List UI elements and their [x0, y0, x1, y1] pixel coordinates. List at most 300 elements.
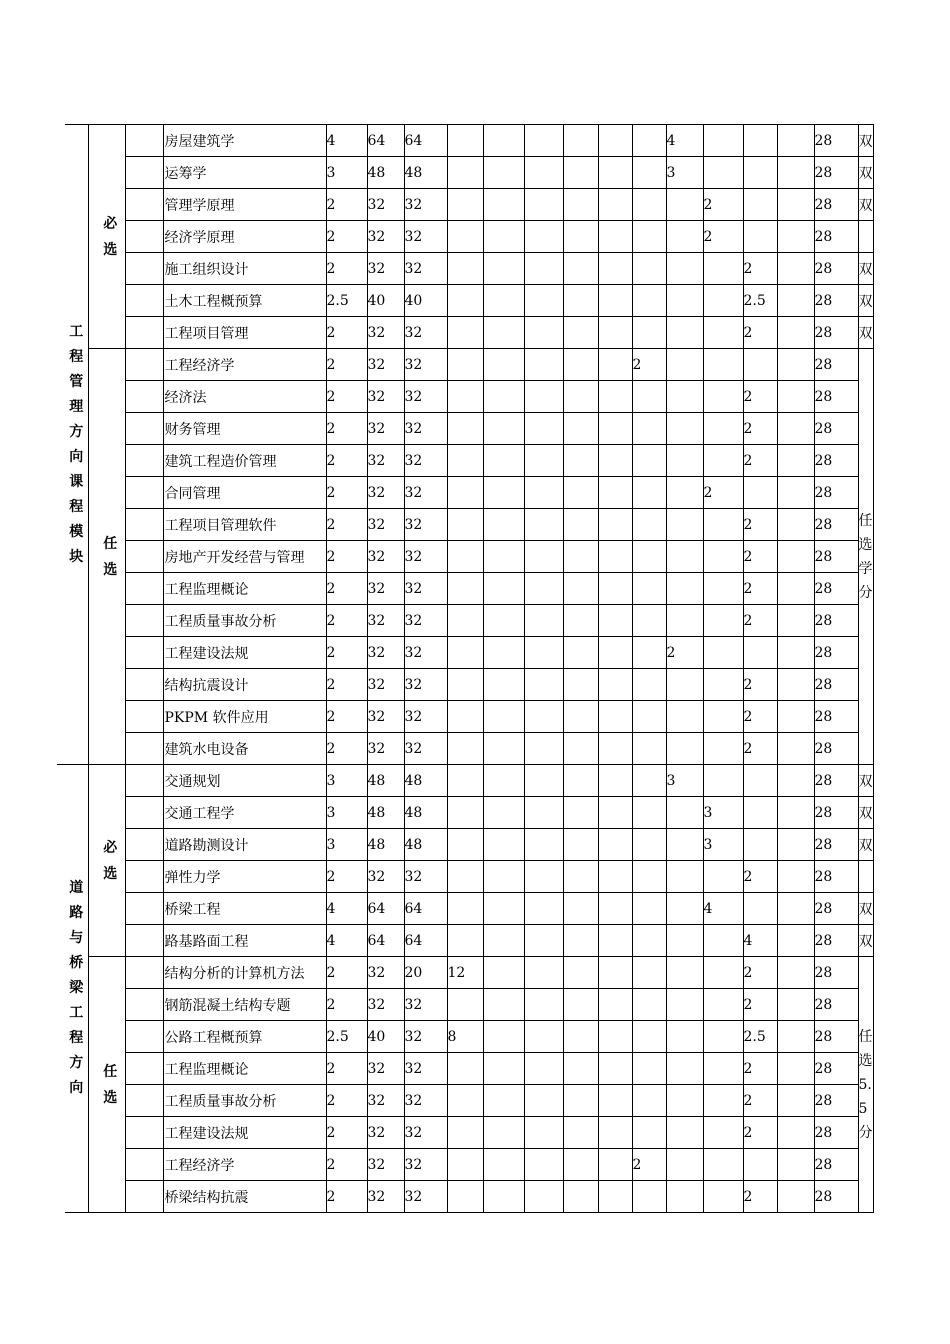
value-cell — [598, 349, 632, 381]
note-cell: 双 — [858, 285, 873, 317]
value-cell: 32 — [367, 189, 404, 221]
value-cell — [777, 477, 814, 509]
value-cell — [632, 925, 666, 957]
value-cell: 3 — [326, 829, 367, 861]
value-cell: 2 — [326, 637, 367, 669]
value-cell: 32 — [367, 1085, 404, 1117]
value-cell: 2 — [326, 413, 367, 445]
value-cell — [483, 605, 524, 637]
table-row — [57, 221, 873, 253]
value-cell — [447, 1149, 483, 1181]
value-cell — [632, 957, 666, 989]
blank-cell — [125, 125, 163, 157]
value-cell — [447, 189, 483, 221]
course-name: 财务管理 — [163, 413, 326, 445]
value-cell: 28 — [814, 701, 858, 733]
value-cell — [703, 445, 743, 477]
value-cell: 4 — [666, 125, 703, 157]
value-cell — [563, 125, 598, 157]
value-cell: 2 — [326, 957, 367, 989]
group-type-text: 必选 — [103, 215, 118, 258]
value-cell — [447, 509, 483, 541]
course-name: 工程项目管理 — [163, 317, 326, 349]
value-cell — [483, 1149, 524, 1181]
blank-cell — [125, 573, 163, 605]
value-cell — [703, 765, 743, 797]
value-cell: 48 — [404, 157, 447, 189]
value-cell — [447, 1085, 483, 1117]
group-type-text: 任选 — [103, 1063, 118, 1106]
value-cell: 32 — [367, 413, 404, 445]
value-cell — [598, 605, 632, 637]
value-cell: 32 — [404, 1149, 447, 1181]
group-note: 任选学分 — [858, 349, 873, 765]
value-cell — [703, 317, 743, 349]
course-name: 钢筋混凝土结构专题 — [163, 989, 326, 1021]
blank-cell — [125, 253, 163, 285]
value-cell: 2 — [326, 221, 367, 253]
value-cell: 2 — [743, 1117, 777, 1149]
value-cell — [524, 701, 563, 733]
value-cell: 28 — [814, 957, 858, 989]
value-cell: 32 — [404, 349, 447, 381]
value-cell: 32 — [404, 733, 447, 765]
note-cell: 双 — [858, 829, 873, 861]
table-row — [57, 445, 873, 477]
value-cell — [632, 381, 666, 413]
value-cell — [666, 189, 703, 221]
value-cell: 4 — [743, 925, 777, 957]
table-row — [57, 1053, 873, 1085]
value-cell: 2 — [743, 573, 777, 605]
value-cell: 2 — [326, 1053, 367, 1085]
course-name: 桥梁结构抗震 — [163, 1181, 326, 1213]
value-cell — [632, 669, 666, 701]
course-name: 运筹学 — [163, 157, 326, 189]
value-cell — [483, 1085, 524, 1117]
value-cell: 48 — [367, 797, 404, 829]
table-row — [57, 285, 873, 317]
value-cell — [483, 541, 524, 573]
value-cell: 28 — [814, 637, 858, 669]
value-cell — [743, 637, 777, 669]
value-cell — [666, 829, 703, 861]
value-cell — [777, 509, 814, 541]
value-cell: 32 — [367, 573, 404, 605]
value-cell — [632, 765, 666, 797]
table-body — [57, 125, 873, 1213]
value-cell: 28 — [814, 765, 858, 797]
blank-cell — [125, 605, 163, 637]
value-cell: 48 — [367, 829, 404, 861]
value-cell — [666, 477, 703, 509]
value-cell: 2 — [743, 317, 777, 349]
value-cell — [632, 637, 666, 669]
value-cell: 3 — [703, 797, 743, 829]
value-cell: 28 — [814, 1117, 858, 1149]
value-cell: 32 — [404, 381, 447, 413]
value-cell — [524, 765, 563, 797]
value-cell — [777, 125, 814, 157]
value-cell: 64 — [404, 893, 447, 925]
value-cell — [632, 573, 666, 605]
value-cell: 48 — [404, 797, 447, 829]
value-cell — [632, 1117, 666, 1149]
value-cell — [777, 253, 814, 285]
value-cell — [447, 253, 483, 285]
value-cell — [447, 733, 483, 765]
value-cell — [447, 1117, 483, 1149]
value-cell — [598, 253, 632, 285]
value-cell: 32 — [404, 541, 447, 573]
blank-cell — [125, 669, 163, 701]
value-cell — [666, 1149, 703, 1181]
value-cell — [598, 157, 632, 189]
course-name: 建筑水电设备 — [163, 733, 326, 765]
note-cell: 双 — [858, 925, 873, 957]
value-cell — [777, 637, 814, 669]
value-cell — [483, 893, 524, 925]
course-name: 经济学原理 — [163, 221, 326, 253]
value-cell: 28 — [814, 605, 858, 637]
table-row — [57, 765, 873, 797]
value-cell: 40 — [404, 285, 447, 317]
value-cell — [524, 157, 563, 189]
value-cell: 28 — [814, 317, 858, 349]
value-cell — [563, 317, 598, 349]
value-cell: 2 — [743, 445, 777, 477]
value-cell — [598, 189, 632, 221]
value-cell: 32 — [367, 381, 404, 413]
value-cell — [703, 413, 743, 445]
value-cell — [632, 829, 666, 861]
value-cell — [666, 509, 703, 541]
table-row — [57, 1021, 873, 1053]
value-cell — [447, 573, 483, 605]
group-type-label — [96, 125, 125, 349]
value-cell — [632, 253, 666, 285]
value-cell — [632, 1021, 666, 1053]
value-cell — [666, 1021, 703, 1053]
value-cell: 32 — [367, 317, 404, 349]
blank-cell — [125, 413, 163, 445]
value-cell: 32 — [367, 861, 404, 893]
value-cell: 32 — [367, 1181, 404, 1213]
value-cell — [524, 861, 563, 893]
value-cell — [563, 573, 598, 605]
spacer-cell — [57, 125, 65, 765]
value-cell — [598, 573, 632, 605]
value-cell — [447, 125, 483, 157]
value-cell — [447, 701, 483, 733]
value-cell — [666, 957, 703, 989]
value-cell: 2 — [632, 349, 666, 381]
value-cell — [632, 541, 666, 573]
value-cell: 28 — [814, 253, 858, 285]
value-cell — [563, 509, 598, 541]
value-cell: 64 — [404, 125, 447, 157]
value-cell — [632, 733, 666, 765]
value-cell — [483, 125, 524, 157]
course-name: 合同管理 — [163, 477, 326, 509]
value-cell — [483, 669, 524, 701]
value-cell — [598, 829, 632, 861]
value-cell — [563, 605, 598, 637]
value-cell — [777, 925, 814, 957]
value-cell — [632, 861, 666, 893]
value-cell: 28 — [814, 349, 858, 381]
value-cell — [598, 125, 632, 157]
course-name: 建筑工程造价管理 — [163, 445, 326, 477]
value-cell: 48 — [404, 765, 447, 797]
value-cell: 32 — [404, 221, 447, 253]
value-cell — [632, 701, 666, 733]
value-cell: 32 — [404, 669, 447, 701]
value-cell — [483, 637, 524, 669]
blank-cell — [125, 989, 163, 1021]
value-cell — [598, 1053, 632, 1085]
value-cell — [632, 1053, 666, 1085]
table-row — [57, 797, 873, 829]
value-cell: 32 — [404, 637, 447, 669]
value-cell — [632, 189, 666, 221]
value-cell: 4 — [326, 893, 367, 925]
value-cell — [666, 541, 703, 573]
blank-cell — [125, 189, 163, 221]
table-row — [57, 957, 873, 989]
value-cell — [703, 1117, 743, 1149]
value-cell — [483, 1053, 524, 1085]
value-cell — [447, 413, 483, 445]
value-cell — [563, 861, 598, 893]
value-cell: 2 — [703, 221, 743, 253]
value-cell — [483, 573, 524, 605]
value-cell — [703, 1181, 743, 1213]
value-cell: 4 — [326, 125, 367, 157]
value-cell — [563, 637, 598, 669]
value-cell: 48 — [367, 765, 404, 797]
value-cell: 28 — [814, 189, 858, 221]
value-cell: 28 — [814, 1021, 858, 1053]
value-cell — [524, 925, 563, 957]
value-cell: 2 — [326, 509, 367, 541]
course-name: 房屋建筑学 — [163, 125, 326, 157]
table-row — [57, 477, 873, 509]
module-label — [65, 765, 88, 1213]
module-label-text: 工程管理方向课程模块 — [69, 323, 84, 565]
blank-cell — [125, 797, 163, 829]
spacer-cell — [88, 349, 96, 765]
value-cell — [703, 925, 743, 957]
value-cell — [483, 413, 524, 445]
blank-cell — [125, 477, 163, 509]
value-cell: 32 — [367, 509, 404, 541]
value-cell: 28 — [814, 829, 858, 861]
value-cell — [598, 1085, 632, 1117]
value-cell — [524, 413, 563, 445]
value-cell — [447, 989, 483, 1021]
course-name: 路基路面工程 — [163, 925, 326, 957]
blank-cell — [125, 701, 163, 733]
note-cell: 双 — [858, 797, 873, 829]
value-cell — [524, 317, 563, 349]
table-row — [57, 253, 873, 285]
value-cell: 2 — [326, 253, 367, 285]
value-cell: 32 — [404, 1085, 447, 1117]
value-cell — [598, 669, 632, 701]
value-cell: 2 — [326, 349, 367, 381]
value-cell — [563, 445, 598, 477]
value-cell — [777, 893, 814, 925]
note-cell — [858, 861, 873, 893]
value-cell: 2 — [743, 861, 777, 893]
value-cell — [447, 381, 483, 413]
value-cell — [524, 893, 563, 925]
value-cell — [743, 1149, 777, 1181]
value-cell — [598, 1181, 632, 1213]
value-cell: 2 — [743, 381, 777, 413]
value-cell — [447, 637, 483, 669]
blank-cell — [125, 157, 163, 189]
value-cell — [563, 957, 598, 989]
value-cell — [666, 1181, 703, 1213]
value-cell — [524, 1053, 563, 1085]
value-cell — [483, 157, 524, 189]
value-cell — [563, 477, 598, 509]
value-cell: 32 — [404, 189, 447, 221]
value-cell: 32 — [367, 349, 404, 381]
value-cell: 32 — [367, 989, 404, 1021]
value-cell — [666, 253, 703, 285]
value-cell — [447, 765, 483, 797]
value-cell: 2 — [743, 733, 777, 765]
value-cell: 28 — [814, 1149, 858, 1181]
value-cell — [447, 669, 483, 701]
course-name: 工程建设法规 — [163, 637, 326, 669]
value-cell: 28 — [814, 1181, 858, 1213]
value-cell: 2 — [743, 957, 777, 989]
value-cell: 2 — [743, 1053, 777, 1085]
value-cell — [666, 221, 703, 253]
value-cell: 28 — [814, 733, 858, 765]
value-cell — [777, 829, 814, 861]
value-cell — [483, 733, 524, 765]
value-cell — [483, 445, 524, 477]
value-cell — [666, 989, 703, 1021]
blank-cell — [125, 1117, 163, 1149]
value-cell: 2 — [743, 413, 777, 445]
value-cell — [777, 1149, 814, 1181]
value-cell: 8 — [447, 1021, 483, 1053]
value-cell — [777, 445, 814, 477]
group-note: 任选5.5分 — [858, 957, 873, 1213]
value-cell — [777, 1085, 814, 1117]
value-cell — [703, 1085, 743, 1117]
spacer-cell — [88, 765, 96, 957]
value-cell: 2 — [326, 701, 367, 733]
value-cell — [632, 509, 666, 541]
value-cell — [524, 253, 563, 285]
course-name: 交通工程学 — [163, 797, 326, 829]
value-cell — [563, 1021, 598, 1053]
value-cell — [483, 925, 524, 957]
note-cell: 双 — [858, 317, 873, 349]
table-row — [57, 413, 873, 445]
value-cell: 2 — [326, 605, 367, 637]
value-cell — [524, 957, 563, 989]
table-row — [57, 669, 873, 701]
value-cell — [524, 829, 563, 861]
value-cell — [598, 1021, 632, 1053]
value-cell — [666, 1053, 703, 1085]
value-cell: 40 — [367, 285, 404, 317]
value-cell — [666, 1085, 703, 1117]
course-name: 管理学原理 — [163, 189, 326, 221]
value-cell — [598, 221, 632, 253]
course-table — [57, 124, 874, 1213]
value-cell — [598, 797, 632, 829]
value-cell — [524, 381, 563, 413]
blank-cell — [125, 541, 163, 573]
value-cell: 32 — [367, 477, 404, 509]
course-name: 结构抗震设计 — [163, 669, 326, 701]
course-name: PKPM 软件应用 — [163, 701, 326, 733]
value-cell: 2 — [326, 1181, 367, 1213]
value-cell — [703, 1021, 743, 1053]
value-cell — [483, 1021, 524, 1053]
value-cell: 2.5 — [326, 285, 367, 317]
blank-cell — [125, 1053, 163, 1085]
value-cell: 32 — [404, 573, 447, 605]
value-cell — [666, 701, 703, 733]
value-cell — [632, 989, 666, 1021]
value-cell: 2 — [632, 1149, 666, 1181]
value-cell — [666, 317, 703, 349]
value-cell — [777, 573, 814, 605]
value-cell — [447, 861, 483, 893]
value-cell — [632, 477, 666, 509]
value-cell — [743, 893, 777, 925]
value-cell — [483, 509, 524, 541]
course-name: 公路工程概预算 — [163, 1021, 326, 1053]
group-type-label — [96, 349, 125, 765]
value-cell — [777, 157, 814, 189]
value-cell — [447, 541, 483, 573]
value-cell — [447, 477, 483, 509]
value-cell — [598, 413, 632, 445]
value-cell — [524, 1117, 563, 1149]
value-cell: 28 — [814, 477, 858, 509]
value-cell — [666, 445, 703, 477]
value-cell — [777, 989, 814, 1021]
table-row — [57, 157, 873, 189]
value-cell: 28 — [814, 445, 858, 477]
value-cell — [666, 893, 703, 925]
module-label — [65, 125, 88, 765]
value-cell — [777, 1021, 814, 1053]
value-cell — [743, 797, 777, 829]
course-name: 工程质量事故分析 — [163, 1085, 326, 1117]
value-cell — [563, 733, 598, 765]
value-cell — [666, 381, 703, 413]
value-cell: 28 — [814, 797, 858, 829]
blank-cell — [125, 925, 163, 957]
value-cell: 2 — [743, 605, 777, 637]
value-cell: 40 — [367, 1021, 404, 1053]
value-cell: 32 — [404, 1181, 447, 1213]
group-type-text: 必选 — [103, 839, 118, 882]
value-cell — [743, 157, 777, 189]
